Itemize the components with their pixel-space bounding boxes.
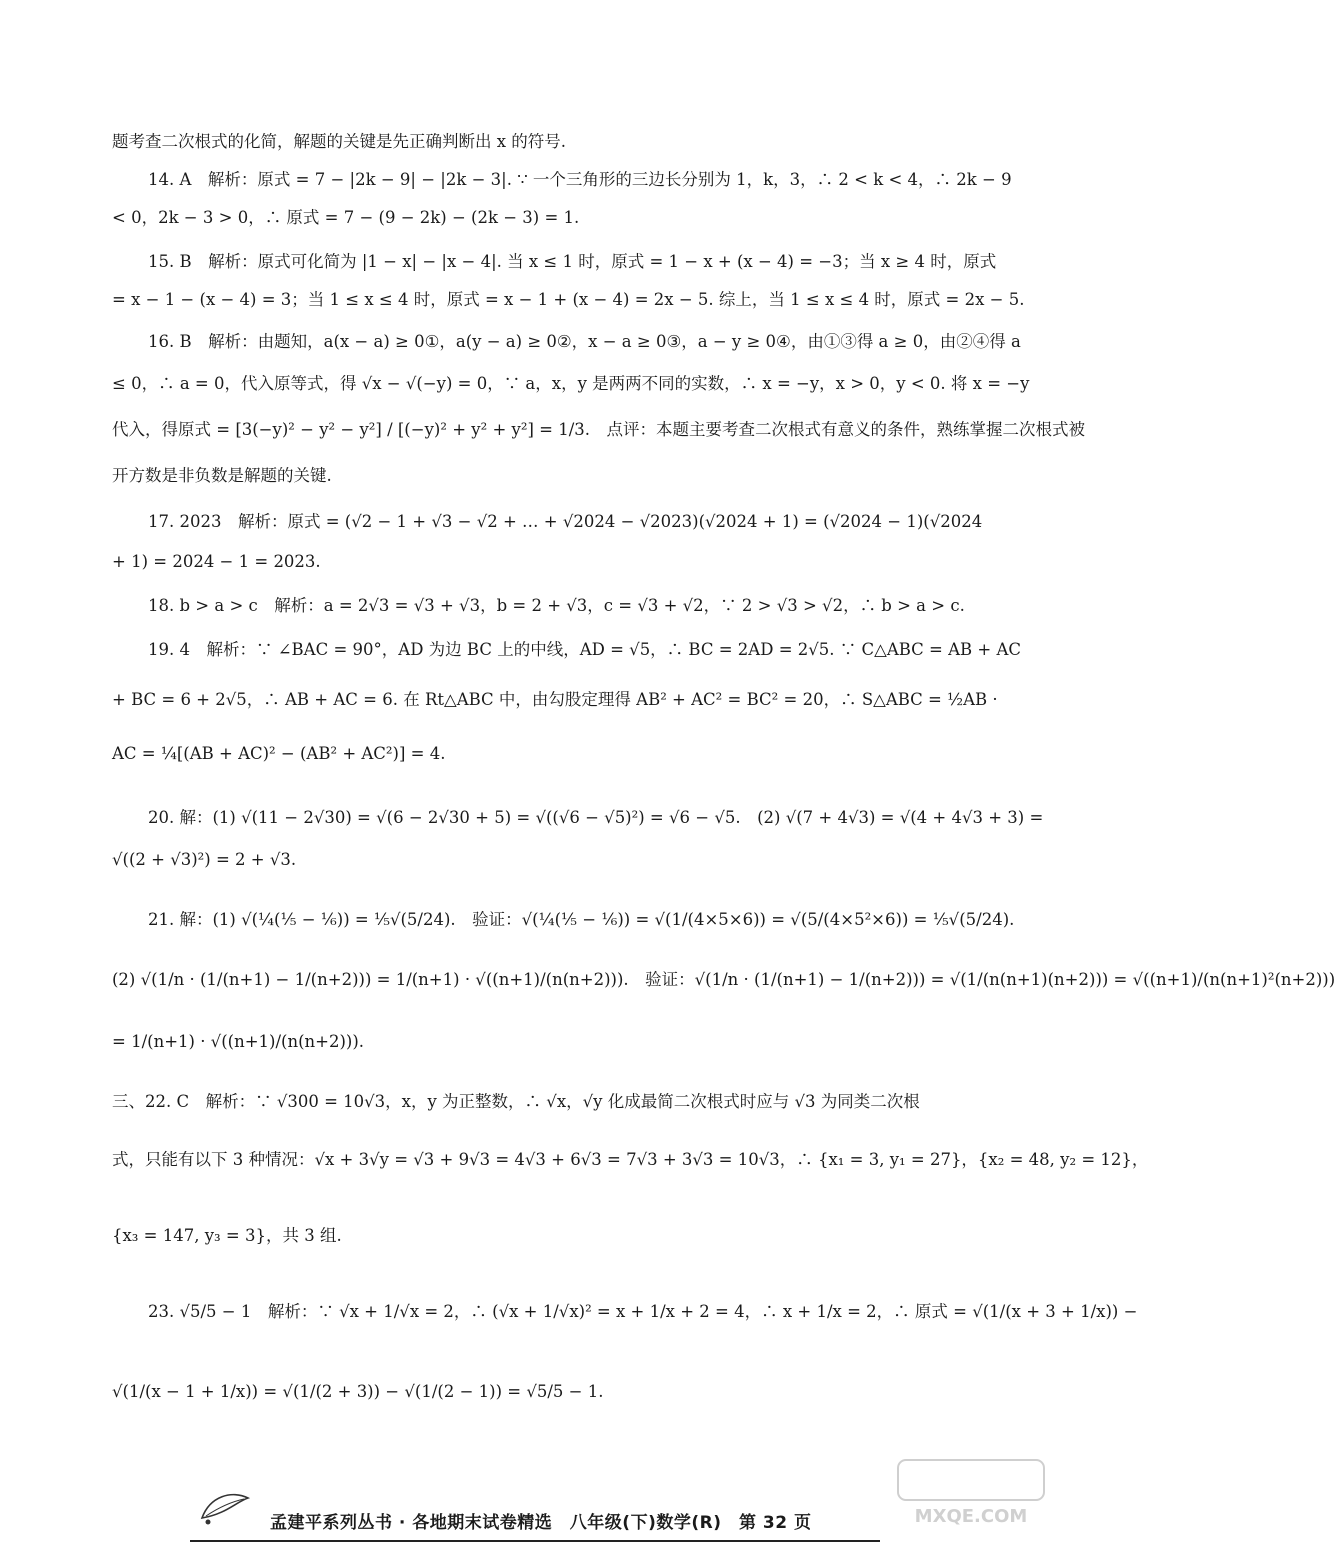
answer-14-line-1: 14. A 解析：原式 = 7 − |2k − 9| − |2k − 3|. ∵ 一个三角形的三边长分别为 1，k，3，∴ 2 < k < 4，∴ 2k − 9 — [148, 170, 1012, 189]
answer-22-line-2: 式，只能有以下 3 种情况：√x + 3√y = √3 + 9√3 = 4√3 + 6√3 = 7√3 + 3√3 = 10√3，∴ {x₁ = 3, y₁ = 27}，{x₂ = 48, y₂ = 12}， — [112, 1150, 1149, 1169]
answer-19-line-3: AC = ¼[(AB + AC)² − (AB² + AC²)] = 4. — [112, 744, 446, 763]
answer-21-line-1: 21. 解：(1) √(¼(⅕ − ⅙)) = ⅕√(5/24). 验证：√(¼(⅕ − ⅙)) = √(1/(4×5×6)) = √(5/(4×5²×6)) = ⅕√(5/24). — [148, 910, 1015, 929]
answer-15-line-1: 15. B 解析：原式可化简为 |1 − x| − |x − 4|. 当 x ≤ 1 时，原式 = 1 − x + (x − 4) = −3；当 x ≥ 4 时，原式 — [148, 252, 997, 271]
answer-20-line-2: √((2 + √3)²) = 2 + √3. — [112, 850, 297, 869]
answer-16-line-3: 代入，得原式 = [3(−y)² − y² − y²] / [(−y)² + y² + y²] = 1/3. 点评：本题主要考查二次根式有意义的条件，熟练掌握二次根式被 — [112, 420, 1086, 439]
watermark-text: MXQE.COM — [914, 1506, 1028, 1527]
answer-15-line-2: = x − 1 − (x − 4) = 3；当 1 ≤ x ≤ 4 时，原式 = x − 1 + (x − 4) = 2x − 5. 综上，当 1 ≤ x ≤ 4 时，原式 = 2x − 5. — [112, 290, 1025, 309]
answer-18-line-1: 18. b > a > c 解析：a = 2√3 = √3 + √3，b = 2 + √3，c = √3 + √2，∵ 2 > √3 > √2，∴ b > a > c. — [148, 596, 965, 615]
answer-23-line-1: 23. √5/5 − 1 解析：∵ √x + 1/√x = 2，∴ (√x + 1/√x)² = x + 1/x + 2 = 4，∴ x + 1/x = 2，∴ 原式 = √(1/(x + 3 + 1/x)) − — [148, 1302, 1138, 1321]
answer-16-line-4: 开方数是非负数是解题的关键. — [112, 466, 332, 485]
answer-22-line-1: 三、22. C 解析：∵ √300 = 10√3，x，y 为正整数，∴ √x，√y 化成最简二次根式时应与 √3 为同类二次根 — [112, 1092, 920, 1111]
answer-20-line-1: 20. 解：(1) √(11 − 2√30) = √(6 − 2√30 + 5) = √((√6 − √5)²) = √6 − √5. (2) √(7 + 4√3) = √(4 + 4√3 + 3) = — [148, 808, 1044, 827]
answer-17-line-1: 17. 2023 解析：原式 = (√2 − 1 + √3 − √2 + … + √2024 − √2023)(√2024 + 1) = (√2024 − 1)(√2024 — [148, 512, 983, 531]
page-footer: 孟建平系列丛书 · 各地期末试卷精选 八年级(下)数学(R) 第 32 页 — [270, 1513, 812, 1533]
answer-22-line-3: {x₃ = 147, y₃ = 3}，共 3 组. — [112, 1226, 342, 1245]
answer-23-line-2: √(1/(x − 1 + 1/x)) = √(1/(2 + 3)) − √(1/(2 − 1)) = √5/5 − 1. — [112, 1382, 604, 1401]
answer-21-line-2: (2) √(1/n · (1/(n+1) − 1/(n+2))) = 1/(n+1) · √((n+1)/(n(n+2))). 验证：√(1/n · (1/(n+1) − 1/(n+2))) = √(1/(n(n+1)(n+2))) = √((n+1)/(n(n+1)²(n+2))) — [112, 970, 1335, 989]
answer-21-line-3: = 1/(n+1) · √((n+1)/(n(n+2))). — [112, 1032, 365, 1051]
answer-16-line-1: 16. B 解析：由题知，a(x − a) ≥ 0①，a(y − a) ≥ 0②，x − a ≥ 0③，a − y ≥ 0④，由①③得 a ≥ 0，由②④得 a — [148, 332, 1021, 351]
answer-16-line-2: ≤ 0，∴ a = 0，代入原等式，得 √x − √(−y) = 0，∵ a，x，y 是两两不同的实数，∴ x = −y，x > 0，y < 0. 将 x = −y — [112, 374, 1030, 393]
answer-14-line-2: < 0，2k − 3 > 0，∴ 原式 = 7 − (9 − 2k) − (2k − 3) = 1. — [112, 208, 580, 227]
answer-19-line-1: 19. 4 解析：∵ ∠BAC = 90°，AD 为边 BC 上的中线，AD = √5，∴ BC = 2AD = 2√5. ∵ C△ABC = AB + AC — [148, 640, 1022, 659]
answer-19-line-2: + BC = 6 + 2√5，∴ AB + AC = 6. 在 Rt△ABC 中，由勾股定理得 AB² + AC² = BC² = 20，∴ S△ABC = ½AB · — [112, 690, 998, 709]
answer-17-line-2: + 1) = 2024 − 1 = 2023. — [112, 552, 321, 571]
watermark-logo — [896, 1458, 1046, 1528]
text-line-1: 题考查二次根式的化简，解题的关键是先正确判断出 x 的符号. — [112, 132, 567, 151]
